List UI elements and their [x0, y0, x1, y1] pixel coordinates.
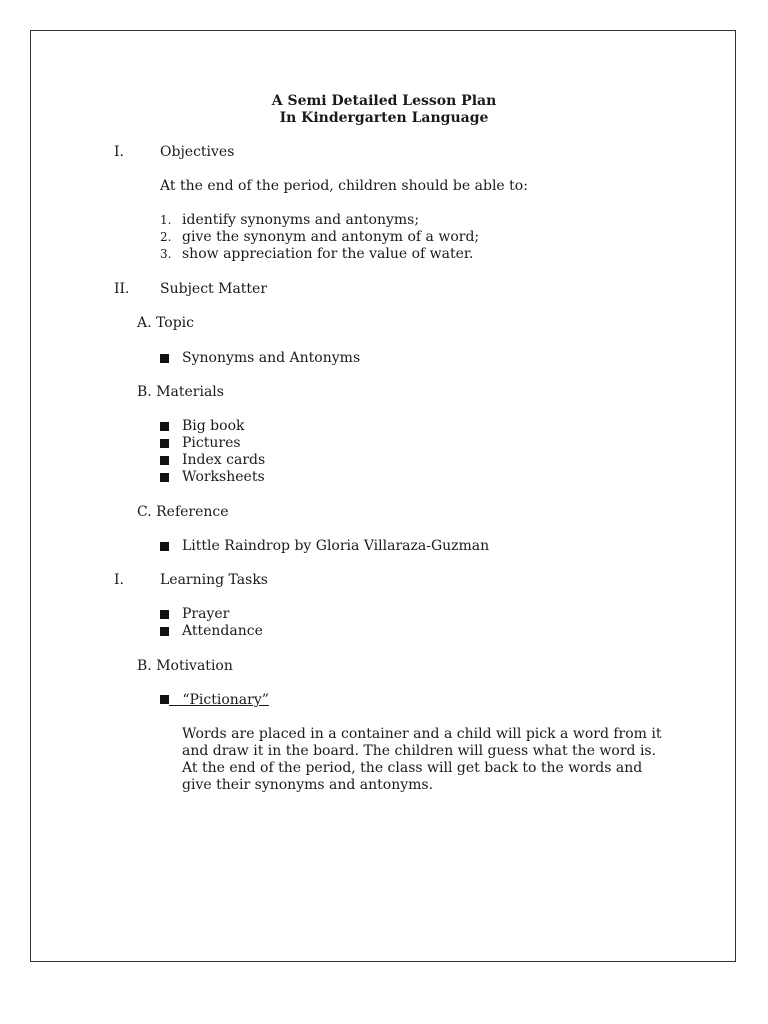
square-bullet-icon — [160, 456, 169, 465]
objectives-intro: At the end of the period, children should be able to: — [160, 178, 528, 194]
document-title: A Semi Detailed Lesson Plan — [271, 93, 497, 109]
section-1-numeral: I. — [114, 144, 124, 160]
motivation-description: Words are placed in a container and a child will pick a word from it and draw it in the board. The children will guess what the word is. At the end of the period, the class will get back to the words and give their synonyms and antonyms. — [182, 726, 662, 793]
objective-text: identify synonyms and antonyms; — [182, 212, 420, 228]
document-subtitle: In Kindergarten Language — [279, 110, 489, 126]
square-bullet-icon — [160, 439, 169, 448]
square-bullet-icon — [160, 422, 169, 431]
square-bullet-icon — [160, 610, 169, 619]
section-2-heading: Subject Matter — [160, 281, 268, 297]
section-2-numeral: II. — [114, 281, 130, 297]
material-text: Pictures — [182, 435, 241, 451]
list-item — [160, 418, 560, 435]
section-3-numeral: I. — [114, 572, 124, 588]
list-item — [160, 623, 560, 640]
section-3-heading: Learning Tasks — [160, 572, 268, 588]
list-item — [160, 435, 560, 452]
list-number: 1. — [160, 213, 172, 227]
material-text: Worksheets — [182, 469, 265, 485]
list-item — [160, 229, 580, 246]
motivation-activity — [160, 692, 269, 709]
square-bullet-icon — [160, 695, 169, 704]
objectives-list — [160, 212, 580, 263]
reference-label: C. Reference — [137, 504, 229, 520]
square-bullet-icon — [160, 473, 169, 482]
square-bullet-icon — [160, 627, 169, 636]
topic-label: A. Topic — [137, 315, 194, 331]
activity-title: “Pictionary” — [182, 692, 269, 708]
list-item — [160, 606, 560, 623]
reference-list — [160, 538, 610, 555]
list-item — [160, 212, 580, 229]
objective-text: show appreciation for the value of water. — [182, 246, 474, 262]
material-text: Big book — [182, 418, 245, 434]
square-bullet-icon — [160, 354, 169, 363]
motivation-label: B. Motivation — [137, 658, 233, 674]
section-1-heading: Objectives — [160, 144, 235, 160]
list-number: 2. — [160, 230, 172, 244]
list-number: 3. — [160, 247, 172, 261]
list-item — [160, 469, 560, 486]
reference-text: Little Raindrop by Gloria Villaraza-Guzman — [182, 538, 490, 554]
topic-text: Synonyms and Antonyms — [182, 350, 361, 366]
topic-list — [160, 350, 560, 367]
learning-tasks-list — [160, 606, 560, 640]
materials-label: B. Materials — [137, 384, 224, 400]
task-text: Prayer — [182, 606, 230, 622]
list-item — [160, 350, 560, 367]
list-item — [160, 538, 610, 555]
materials-list — [160, 418, 560, 486]
task-text: Attendance — [182, 623, 263, 639]
list-item — [160, 246, 580, 263]
material-text: Index cards — [182, 452, 266, 468]
objective-text: give the synonym and antonym of a word; — [182, 229, 480, 245]
document-page — [30, 30, 736, 962]
list-item — [160, 452, 560, 469]
square-bullet-icon — [160, 542, 169, 551]
